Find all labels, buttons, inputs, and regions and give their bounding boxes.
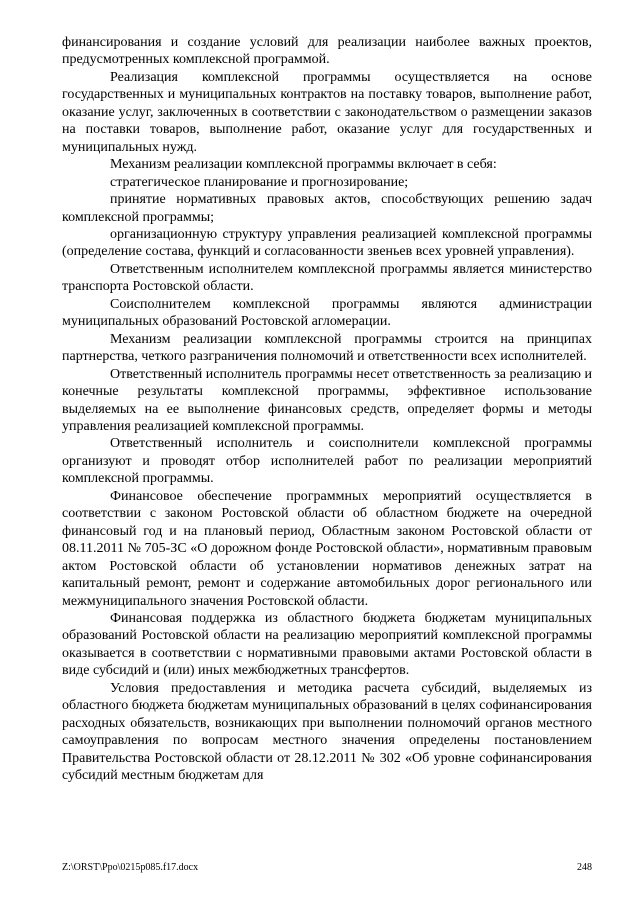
- paragraph-12: Финансовое обеспечение программных мероприятий осуществляется в соответствии с законом Ростовской области об областном бюджете на очередной финансовый год и на плановый период, Областным законом Ростовской области от 08.11.2011 № 705-ЗС «О дорожном фонде Ростовской области», нормативным правовым актом Ростовской области об установлении нормативов денежных затрат на капитальный ремонт, ремонт и содержание автомобильных дорог регионального или межмуниципального значения Ростовской области.: [62, 488, 592, 609]
- paragraph-3: Механизм реализации комплексной программы включает в себя:: [110, 157, 497, 173]
- paragraph-14: Условия предоставления и методика расчета субсидий, выделяемых из областного бюджета бюджетам муниципальных образований в целях софинансирования расходных обязательств, возникающих при выполнении полномочий органов местного самоуправления по вопросам местного значения определены постановлением Правительства Ростовской области от 28.12.2011 № 302 «Об уровне софинансирования субсидий местным бюджетам для: [62, 680, 592, 784]
- paragraph-8: Соисполнителем комплексной программы являются администрации муниципальных образований Ростовской агломерации.: [62, 296, 592, 330]
- paragraph-11: Ответственный исполнитель и соисполнители комплексной программы организуют и проводят отбор исполнителей работ по реализации мероприятий комплексной программы.: [62, 436, 592, 487]
- page-number: 248: [577, 862, 592, 873]
- document-body: [62, 34, 592, 784]
- paragraph-1: финансирования и создание условий для реализации наиболее важных проектов, предусмотренных комплексной программой.: [62, 35, 592, 68]
- paragraph-5: принятие нормативных правовых актов, способствующих решению задач комплексной программы;: [62, 192, 592, 225]
- paragraph-13: Финансовая поддержка из областного бюджета бюджетам муниципальных образований Ростовской области на реализацию мероприятий комплексной программы оказывается в соответствии с нормативными правовыми актами Ростовской области в виде субсидий и (или) иных межбюджетных трансфертов.: [62, 610, 592, 679]
- footer-file-path: Z:\ORST\Ppo\0215p085.f17.docx: [62, 862, 199, 873]
- paragraph-4: стратегическое планирование и прогнозирование;: [110, 174, 409, 190]
- paragraph-10: Ответственный исполнитель программы несет ответственность за реализацию и конечные результаты комплексной программы, эффективное использование выделяемых на ее выполнение финансовых средств, определяет формы и методы управления реализацией комплексной программы.: [62, 366, 592, 434]
- paragraph-6: организационную структуру управления реализацией комплексной программы (определение состава, функций и согласованности звеньев всех уровней управления).: [62, 226, 592, 260]
- paragraph-7: Ответственным исполнителем комплексной программы является министерство транспорта Ростовской области.: [62, 261, 592, 295]
- page-footer: [62, 862, 592, 873]
- paragraph-9: Механизм реализации комплексной программы строится на принципах партнерства, четкого разграничения полномочий и ответственности всех исполнителей.: [62, 331, 592, 365]
- paragraph-2: Реализация комплексной программы осуществляется на основе государственных и муниципальных контрактов на поставку товаров, выполнение работ, оказание услуг, заключенных в соответствии с законодательством о размещении заказов на поставки товаров, выполнение работ, оказание услуг для государственных и муниципальных нужд.: [62, 69, 592, 155]
